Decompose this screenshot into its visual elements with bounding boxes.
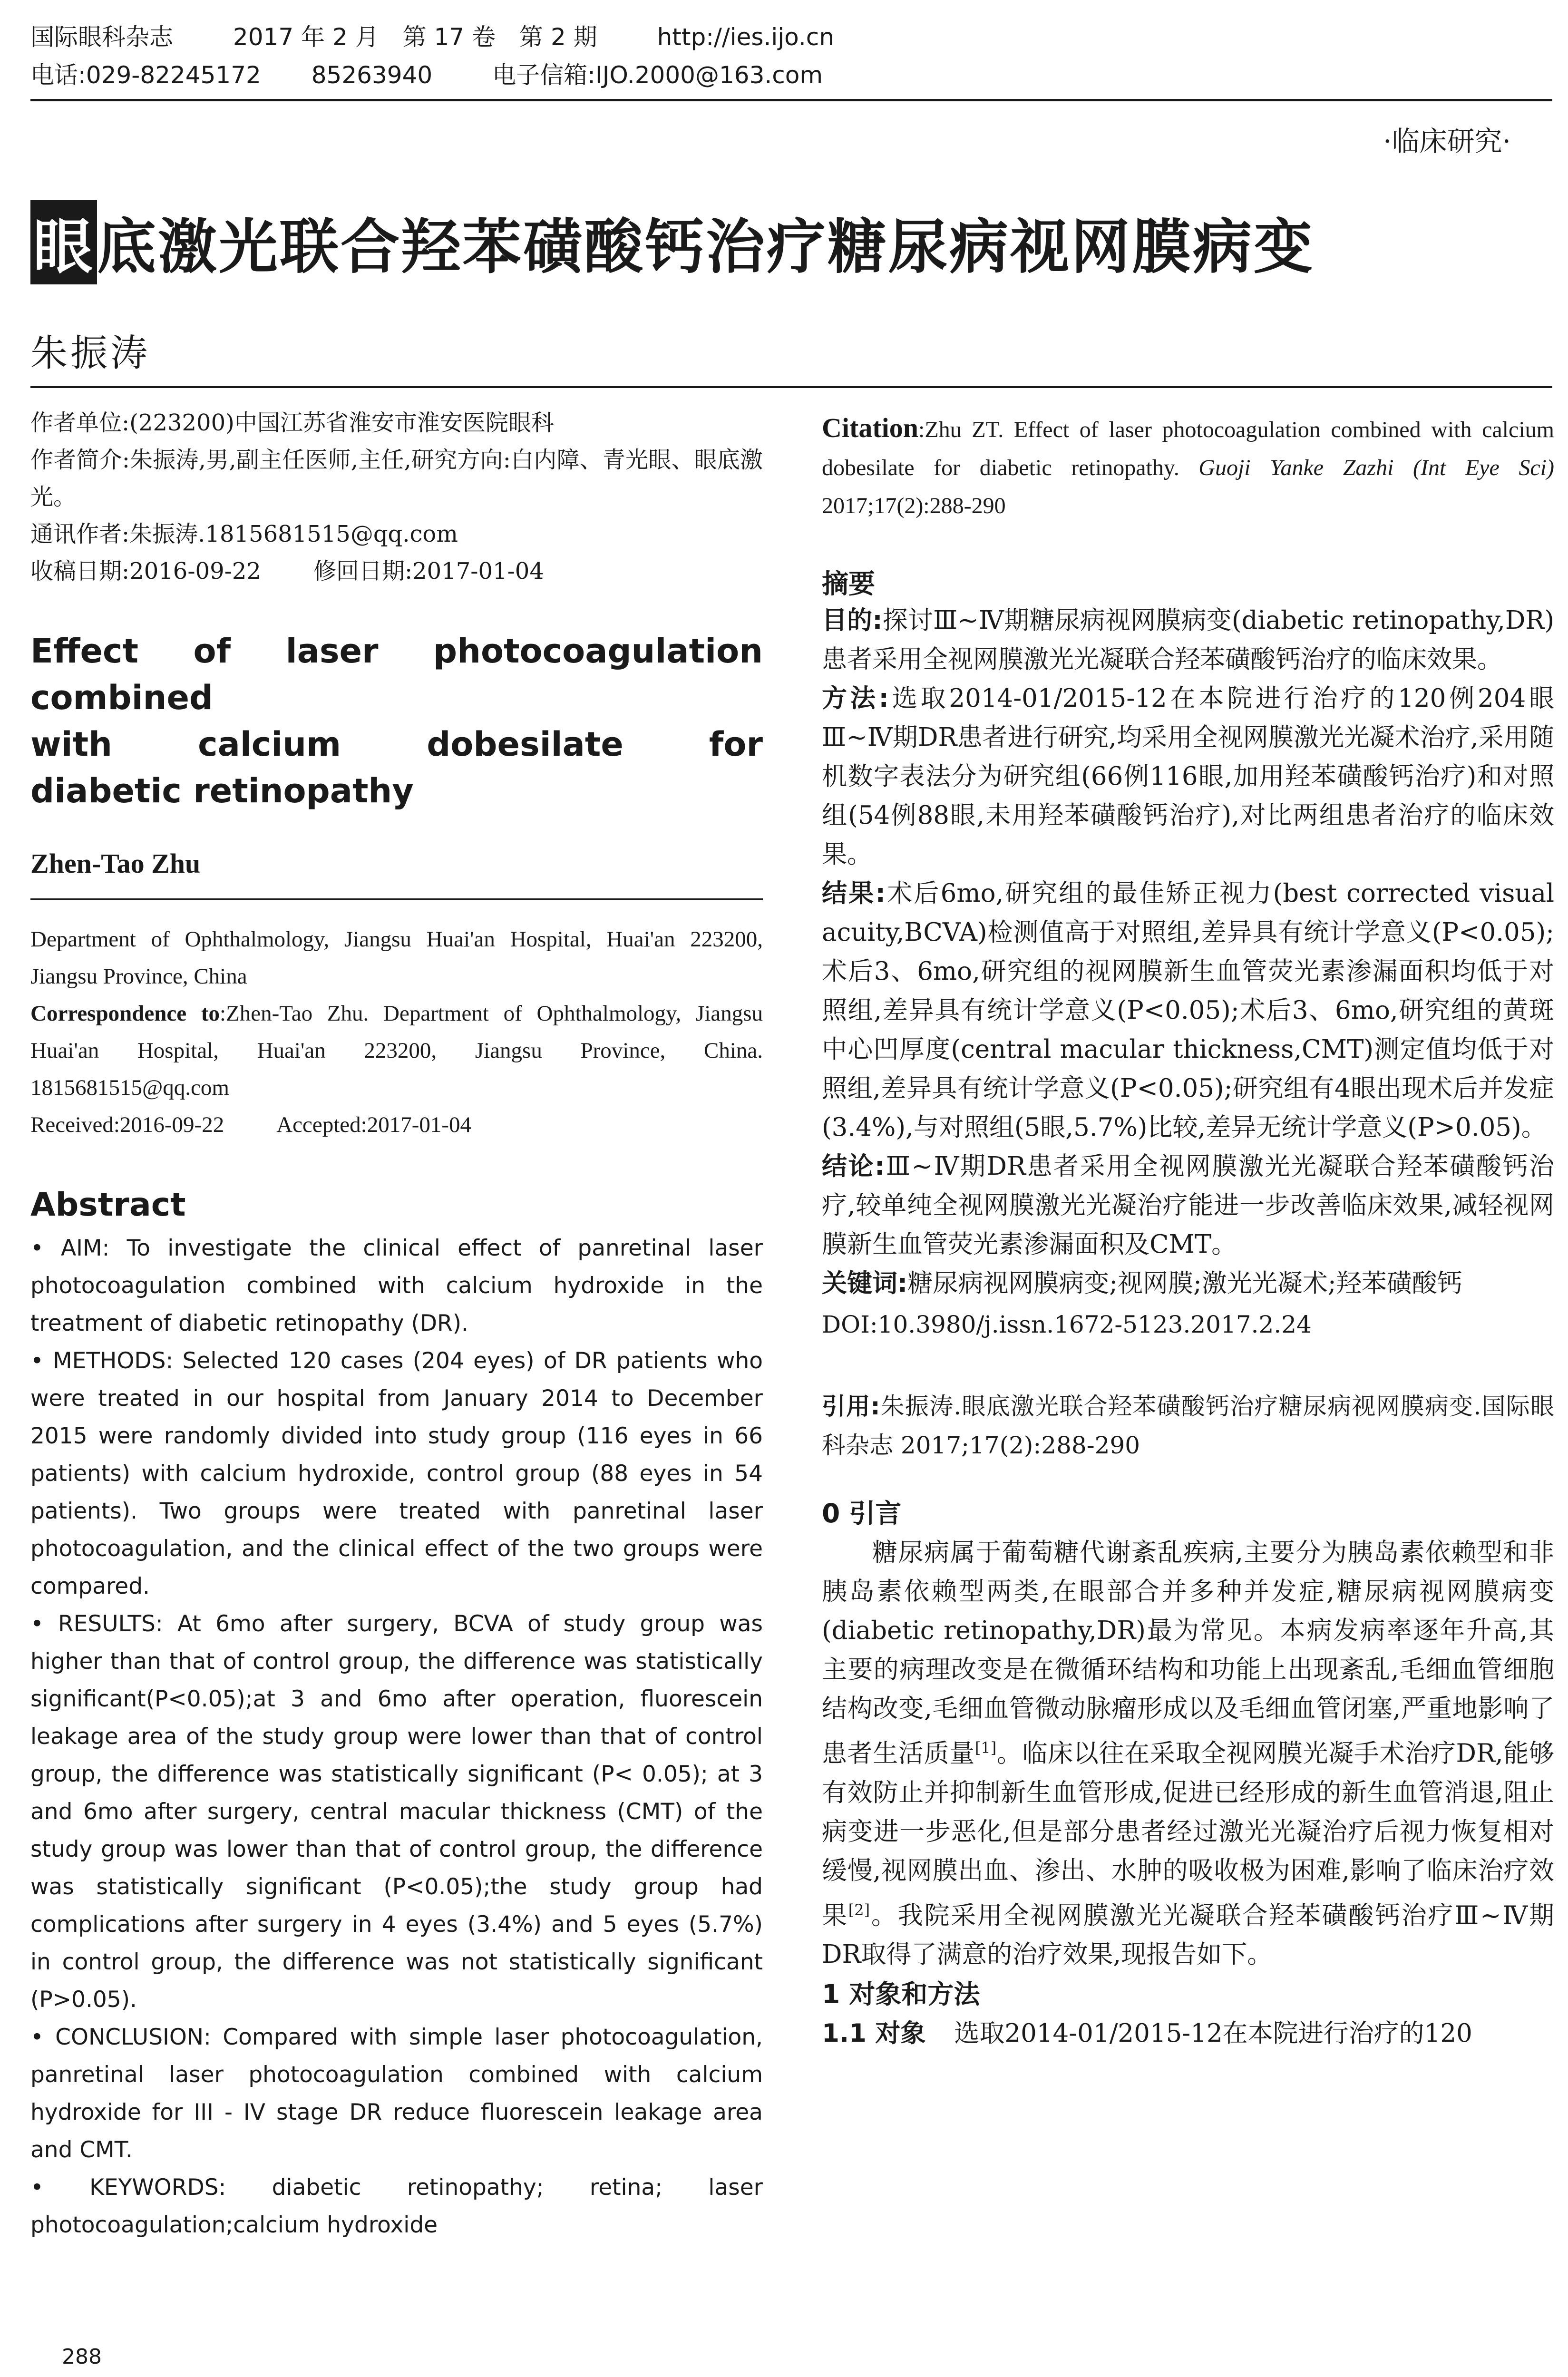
author-meta-cn xyxy=(30,404,763,590)
title-drop-char: 眼 xyxy=(30,200,97,284)
conclusion-text-cn: Ⅲ~Ⅳ期DR患者采用全视网膜激光光凝联合羟苯磺酸钙治疗,较单纯全视网膜激光光凝治疗能进一步改善临床效果,减轻视网膜新生血管荧光素渗漏面积及CMT。 xyxy=(822,1152,1554,1259)
aim-label-cn: 目的: xyxy=(822,606,883,635)
page-number: 288 xyxy=(62,2345,102,2369)
intro-text-1: 糖尿病属于葡萄糖代谢紊乱疾病,主要分为胰岛素依赖型和非胰岛素依赖型两类,在眼部合并多种并发症,糖尿病视网膜病变(diabetic retinopathy,DR)最为常见。本病发病率逐年升高,其主要的病理改变是在微循环结构和功能上出现紊乱,毛细血管细胞结构改变,毛细血管微动脉瘤形成以及毛细血管闭塞,严重地影响了患者生活质量 xyxy=(822,1538,1554,1768)
keywords-text-cn: 糖尿病视网膜病变;视网膜;激光光凝术;羟苯磺酸钙 xyxy=(907,1269,1462,1298)
journal-header xyxy=(30,18,1552,94)
abstract-conclusion-cn xyxy=(822,1147,1554,1264)
article-title xyxy=(30,200,1315,284)
citation-volume: 2017;17(2):288-290 xyxy=(822,493,1006,518)
methods-text-cn: 选取2014-01/2015-12在本院进行治疗的120例204眼Ⅲ~Ⅳ期DR患者进行研究,均采用全视网膜激光光凝术治疗,采用随机数字表法分为研究组(66例116眼,加用羟苯磺酸钙治疗)和对照组(54例88眼,未用羟苯磺酸钙治疗),对比两组患者治疗的临床效果。 xyxy=(822,684,1555,869)
abstract-heading-en: Abstract xyxy=(30,1186,186,1224)
en-title-line-3: diabetic retinopathy xyxy=(30,771,414,810)
citation-en xyxy=(822,409,1554,525)
subjects-paragraph xyxy=(822,2014,1554,2053)
journal-name: 国际眼科杂志 xyxy=(30,23,173,51)
received-cn: 收稿日期:2016-09-22 xyxy=(30,558,261,585)
en-corr-label: Correspondence to xyxy=(30,1001,220,1026)
citation-cn xyxy=(822,1387,1554,1465)
right-column xyxy=(822,409,1554,2053)
en-title-line-2: with calcium dobesilate for xyxy=(30,725,763,764)
abstract-conclusion-en: • CONCLUSION: Compared with simple laser photocoagulation, panretinal laser photocoagulation combined with calcium hydroxide for III - IV stage DR reduce fluorescein leakage area and CMT. xyxy=(30,2024,763,2163)
journal-url[interactable]: http://ies.ijo.cn xyxy=(657,23,834,51)
keywords-label-cn: 关键词: xyxy=(822,1269,908,1298)
english-meta xyxy=(30,921,763,1143)
en-corr-text: :Zhen-Tao Zhu. Department of Ophthalmology, Jiangsu Huai'an Hospital, Huai'an 223200, Jiangsu Province, China. 1815681515@qq.com xyxy=(30,1001,763,1100)
aim-text-cn: 探讨Ⅲ~Ⅳ期糖尿病视网膜病变(diabetic retinopathy,DR)患者采用全视网膜激光光凝联合羟苯磺酸钙治疗的临床效果。 xyxy=(822,606,1555,674)
journal-email: 电子信箱:IJO.2000@163.com xyxy=(492,61,823,89)
citation-cn-label: 引用: xyxy=(822,1393,880,1420)
journal-issue: 2017 年 2 月 第 17 卷 第 2 期 xyxy=(233,23,597,51)
methods-label-cn: 方法: xyxy=(822,684,889,713)
english-title xyxy=(30,628,763,814)
en-title-line-1: Effect of laser photocoagulation combined xyxy=(30,632,763,717)
abstract-keywords-en: • KEYWORDS: diabetic retinopathy; retina; laser photocoagulation;calcium hydroxide xyxy=(30,2174,763,2238)
intro-text-2: 。临床以往在采取全视网膜光凝手术治疗DR,能够有效防止并抑制新生血管形成,促进已经形成的新生血管消退,阻止病变进一步恶化,但是部分患者经过激光光凝治疗后视力恢复相对缓慢,视网膜出血、渗出、水肿的吸收极为困难,影响了临床治疗效果 xyxy=(822,1739,1554,1930)
intro-ref-2[interactable]: [2] xyxy=(848,1900,870,1919)
english-author-rule xyxy=(30,898,763,900)
intro-ref-1[interactable]: [1] xyxy=(974,1739,997,1757)
correspondence-cn: 通讯作者:朱振涛.1815681515@qq.com xyxy=(30,521,458,547)
english-author: Zhen-Tao Zhu xyxy=(30,848,201,879)
citation-cn-text: 朱振涛.眼底激光联合羟苯磺酸钙治疗糖尿病视网膜病变.国际眼科杂志 2017;17(2):288-290 xyxy=(822,1393,1554,1459)
methods-heading: 1 对象和方法 xyxy=(822,1979,980,2010)
results-label-cn: 结果: xyxy=(822,879,886,908)
abstract-body-cn xyxy=(822,601,1554,1303)
abstract-body-en xyxy=(30,1229,763,2244)
left-column xyxy=(30,404,763,2244)
en-correspondence xyxy=(30,995,763,1106)
subjects-text: 选取2014-01/2015-12在本院进行治疗的120 xyxy=(954,2019,1472,2048)
title-rest: 底激光联合羟苯磺酸钙治疗糖尿病视网膜病变 xyxy=(97,213,1315,282)
abstract-results-en: • RESULTS: At 6mo after surgery, BCVA of study group was higher than that of control group, the difference was statistically significant(P<0.05);at 3 and 6mo after operation, fluorescein leakage area of the study group were lower than that of control group, the difference was statistically significant (P< 0.05); at 3 and 6mo after surgery, central macular thickness (CMT) of the study group was lower than that of control group, the difference was statistically significant (P<0.05);the study group had complications after surgery in 4 eyes (3.4%) and 5 eyes (5.7%) in control group, the difference was not statistically significant (P>0.05). xyxy=(30,1611,763,2013)
citation-journal: Guoji Yanke Zazhi (Int Eye Sci) xyxy=(1198,455,1554,480)
en-received: Received:2016-09-22 xyxy=(30,1112,224,1137)
abstract-heading-cn: 摘要 xyxy=(822,569,875,600)
intro-text-3: 。我院采用全视网膜激光光凝联合羟苯磺酸钙治疗Ⅲ~Ⅳ期DR取得了满意的治疗效果,现报告如下。 xyxy=(822,1901,1554,1969)
intro-paragraph xyxy=(822,1533,1554,1974)
abstract-results-cn xyxy=(822,874,1554,1147)
section-tag: ·临床研究· xyxy=(1383,125,1511,157)
citation-label: Citation xyxy=(822,412,918,443)
affiliation-cn: 作者单位:(223200)中国江苏省淮安市淮安医院眼科 xyxy=(30,409,554,436)
conclusion-label-cn: 结论: xyxy=(822,1152,885,1181)
abstract-aim-cn xyxy=(822,601,1554,679)
journal-phone-2: 85263940 xyxy=(311,61,433,89)
author-cn: 朱振涛 xyxy=(30,332,151,375)
abstract-methods-en: • METHODS: Selected 120 cases (204 eyes) of DR patients who were treated in our hospital from January 2014 to December 2015 were randomly divided into study group (116 eyes in 66 patients) with calcium hydroxide, control group (88 eyes in 54 patients). Two groups were treated with panretinal laser photocoagulation, and the clinical effect of the two groups were compared. xyxy=(30,1348,763,1599)
abstract-keywords-cn xyxy=(822,1264,1554,1303)
title-rule xyxy=(30,386,1552,388)
en-accepted: Accepted:2017-01-04 xyxy=(276,1112,472,1137)
subjects-label: 1.1 对象 xyxy=(822,2019,926,2048)
intro-heading: 0 引言 xyxy=(822,1498,902,1529)
doi[interactable]: DOI:10.3980/j.issn.1672-5123.2017.2.24 xyxy=(822,1311,1312,1338)
bio-cn: 作者简介:朱振涛,男,副主任医师,主任,研究方向:白内障、青光眼、眼底激光。 xyxy=(30,447,763,510)
journal-phone: 电话:029-82245172 xyxy=(30,61,261,89)
revised-cn: 修回日期:2017-01-04 xyxy=(313,558,544,585)
dates-cn xyxy=(30,553,763,590)
header-rule xyxy=(30,99,1552,101)
en-department: Department of Ophthalmology, Jiangsu Huai'an Hospital, Huai'an 223200, Jiangsu Province, China xyxy=(30,927,763,989)
citation-text: :Zhu ZT. Effect of laser photocoagulation combined with calcium dobesilate for diabetic retinopathy. xyxy=(822,417,1554,480)
en-dates xyxy=(30,1106,763,1143)
results-text-cn: 术后6mo,研究组的最佳矫正视力(best corrected visual acuity,BCVA)检测值高于对照组,差异具有统计学意义(P<0.05);术后3、6mo,研究组的视网膜新生血管荧光素渗漏面积均低于对照组,差异具有统计学意义(P<0.05);术后3、6mo,研究组的黄斑中心凹厚度(central macular thickness,CMT)测定值均低于对照组,差异具有统计学意义(P<0.05);研究组有4眼出现术后并发症(3.4%),与对照组(5眼,5.7%)比较,差异无统计学意义(P>0.05)。 xyxy=(822,879,1554,1142)
abstract-methods-cn xyxy=(822,679,1554,874)
abstract-aim-en: • AIM: To investigate the clinical effect of panretinal laser photocoagulation combined with calcium hydroxide in the treatment of diabetic retinopathy (DR). xyxy=(30,1235,763,1336)
